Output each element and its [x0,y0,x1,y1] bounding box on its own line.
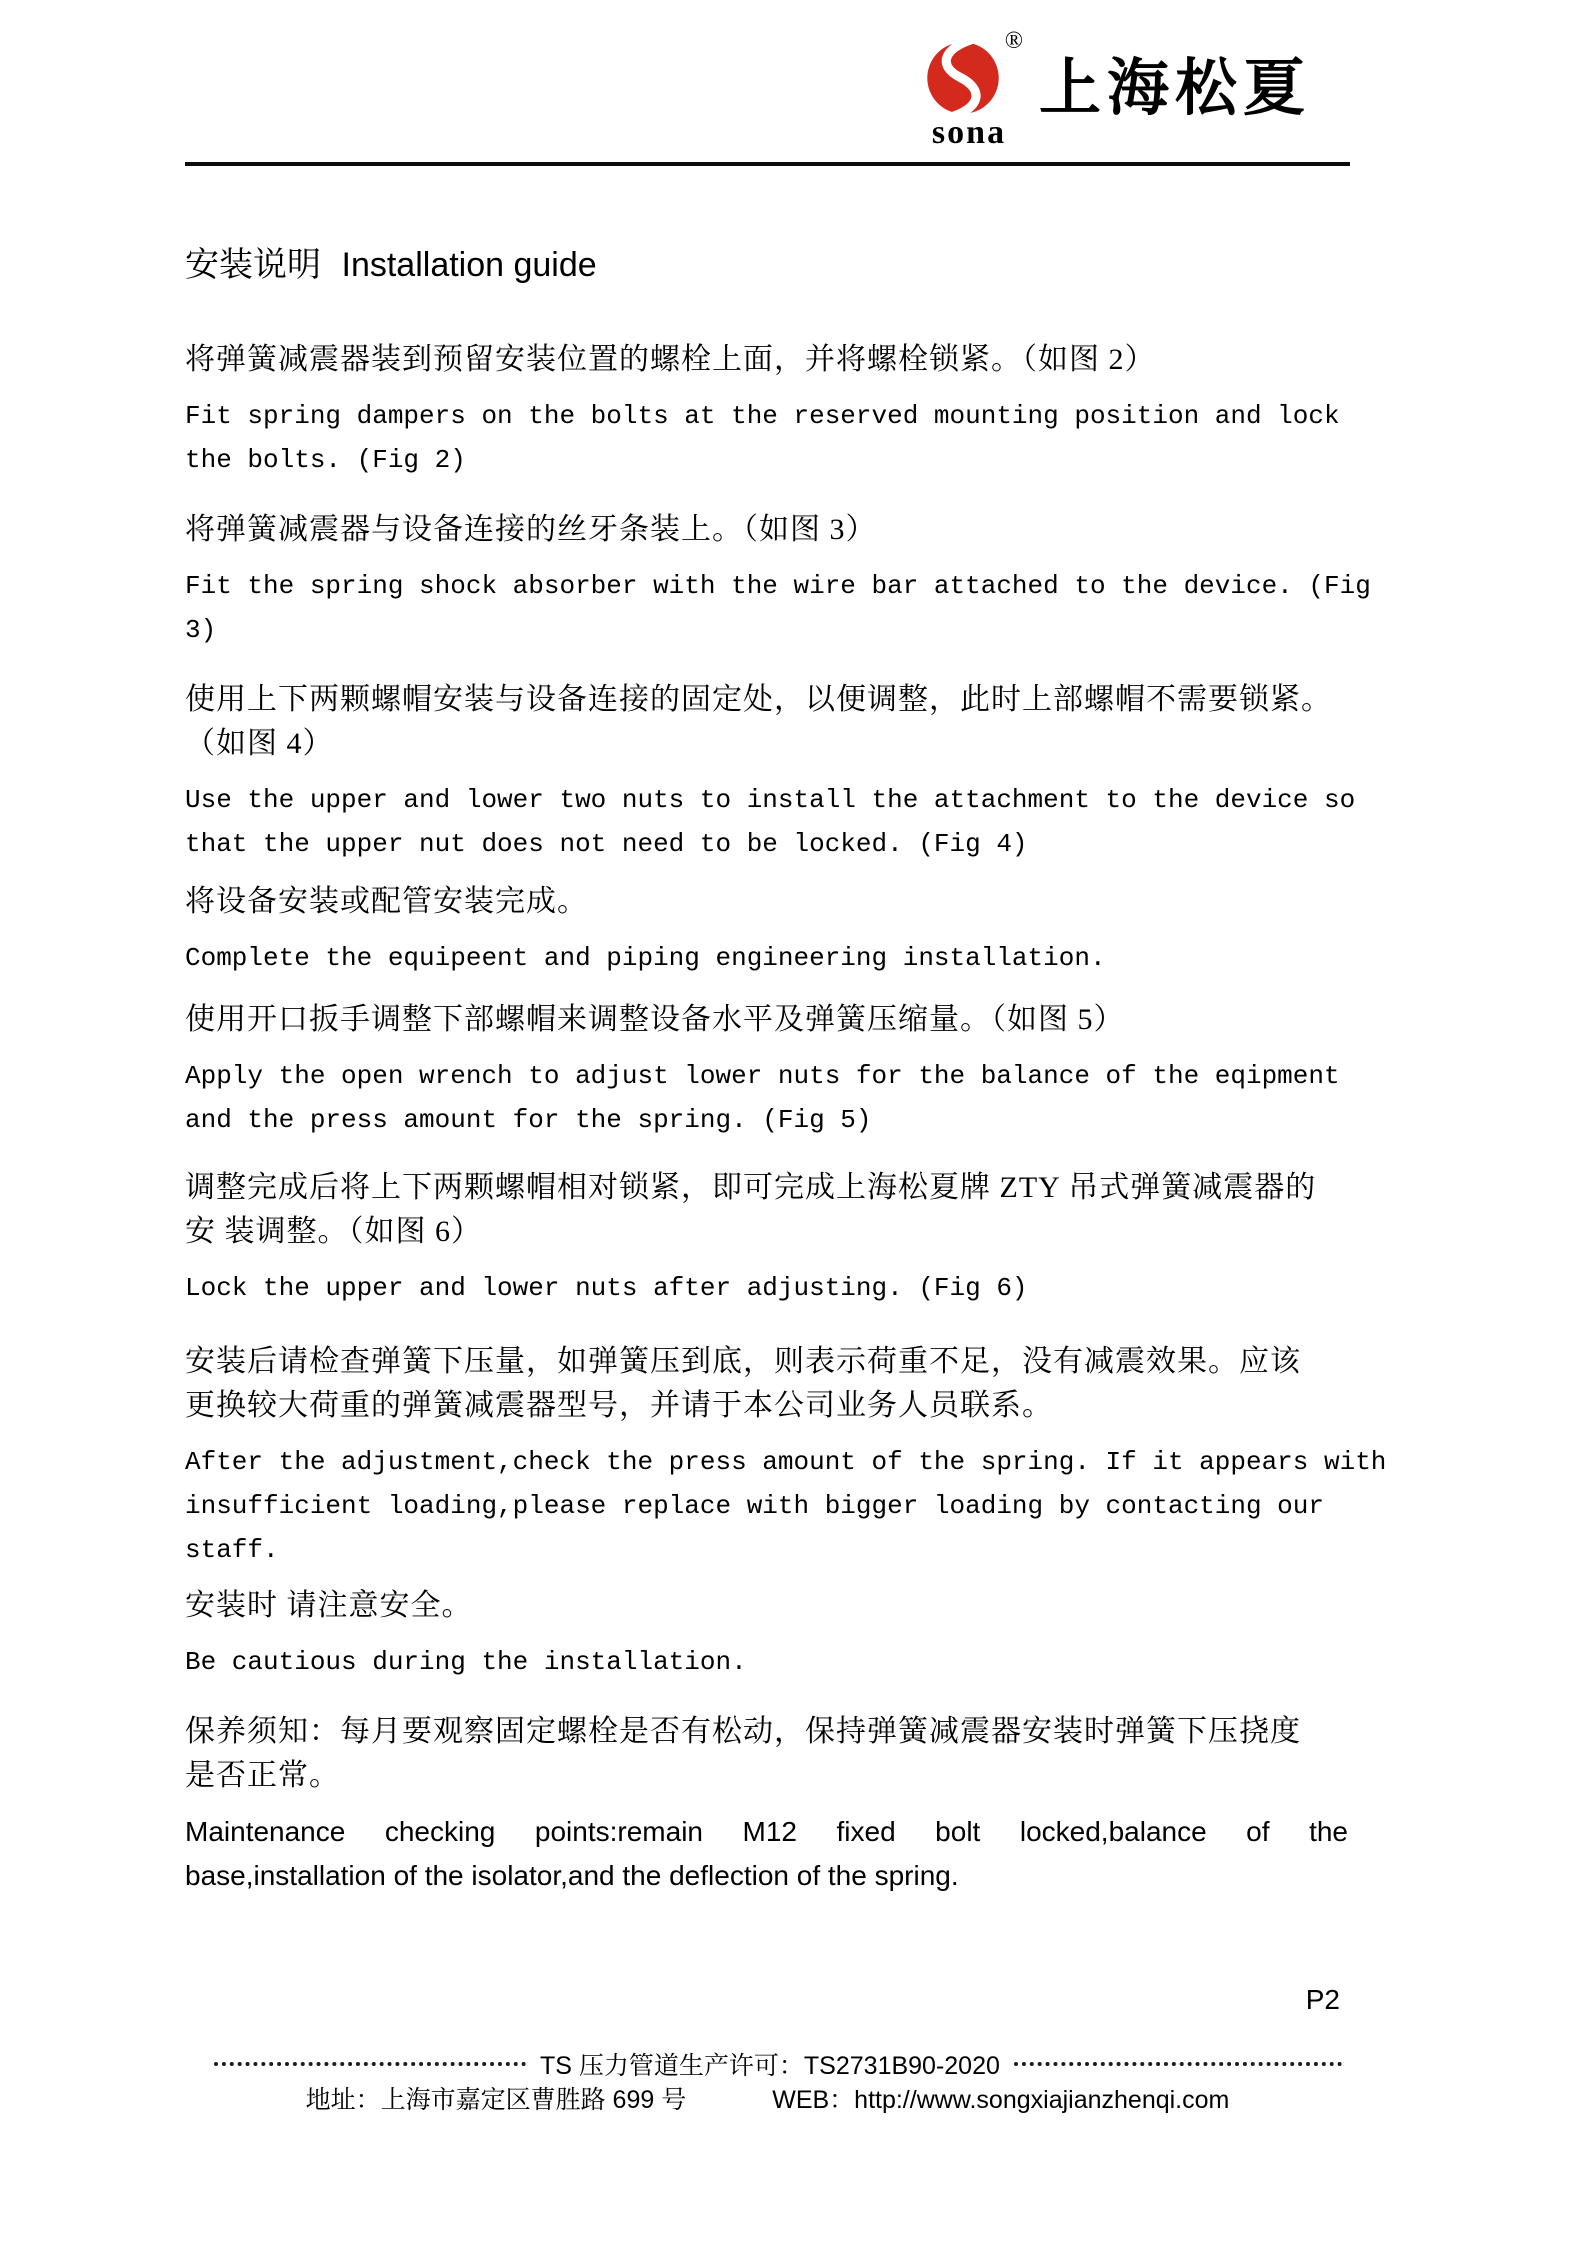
paragraph-en-line: Be cautious during the installation. [185,1647,747,1677]
page-title-en: Installation guide [341,246,597,284]
paragraph-cn-line: 使用上下两颗螺帽安装与设备连接的固定处，以便调整，此时上部螺帽不需要锁紧。 [185,683,1332,716]
footer-license-line [214,2046,1342,2082]
sona-logo-circle-icon [925,38,1001,118]
paragraph-en-line: staff. [185,1535,279,1565]
paragraph-cn-line: 保养须知：每月要观察固定螺栓是否有松动，保持弹簧减震器安装时弹簧下压挠度 [185,1715,1301,1748]
dotted-leader-left [214,2062,526,2066]
paragraph-en-line: Fit spring dampers on the bolts at the reserved mounting position and lock [185,401,1340,431]
paragraph [185,338,1348,482]
paragraph-en-line: Apply the open wrench to adjust lower nuts for the balance of the eqipment [185,1061,1340,1091]
paragraph-cn-line: 调整完成后将上下两颗螺帽相对锁紧，即可完成上海松夏牌 ZTY 吊式弹簧减震器的 [185,1171,1317,1204]
registered-trademark-icon: ® [1004,28,1023,54]
paragraph-en-line: Lock the upper and lower nuts after adjusting. (Fig 6) [185,1273,1028,1303]
paragraph-cn-line: 安装时 请注意安全。 [185,1589,473,1622]
license-number: TS2731B90-2020 [803,2052,1000,2080]
paragraph-cn-line: 将设备安装或配管安装完成。 [185,885,588,918]
header-divider [185,162,1350,166]
sona-wordmark: sona [931,114,1007,151]
paragraph [185,1710,1348,1898]
dotted-leader-right [1014,2062,1342,2066]
paragraph-cn-line: 安 装调整。（如图 6） [185,1215,482,1248]
paragraph [185,508,1371,652]
sona-logo-icon [925,28,1023,152]
license-label: TS 压力管道生产许可： [540,2052,804,2080]
paragraph-cn-line: 安装后请检查弹簧下压量，如弹簧压到底，则表示荷重不足，没有减震效果。应该 [185,1345,1301,1378]
paragraph-en-line: insufficient loading,please replace with bigger loading by contacting our [185,1491,1324,1521]
paragraph-en-line: and the press amount for the spring. (Fig 5) [185,1105,872,1135]
paragraph-cn-line: 更换较大荷重的弹簧减震器型号，并请于本公司业务人员联系。 [185,1389,1053,1422]
company-address: 地址：上海市嘉定区曹胜路 699 号 [305,2086,687,2114]
paragraph-en-line: the bolts. (Fig 2) [185,445,466,475]
page-title-cn: 安装说明 [185,247,321,284]
footer-address-line [185,2082,1350,2118]
paragraph-cn-line: （如图 4） [185,727,334,760]
paragraph [185,1584,1348,1684]
paragraph [185,998,1348,1142]
paragraph-en-line: base,installation of the isolator,and the deflection of the spring. [185,1860,959,1891]
paragraph-en-line: Maintenance checking points:remain M12 fixed bolt locked,balance of the [185,1816,1348,1847]
paragraph-en-line: 3) [185,615,217,645]
paragraph-en-line: that the upper nut does not need to be locked. (Fig 4) [185,829,1028,859]
company-name: 上海松夏 [1039,54,1312,123]
license-text [526,2046,1014,2082]
paragraph-en-line: Fit the spring shock absorber with the wire bar attached to the device. (Fig [185,571,1371,601]
paragraph-cn-line: 是否正常。 [185,1759,340,1792]
paragraph-en-line: Use the upper and lower two nuts to install the attachment to the device so [185,785,1356,815]
paragraph-cn-line: 将弹簧减震器与设备连接的丝牙条装上。（如图 3） [185,513,877,546]
page-title [185,240,597,291]
paragraph-en-line: Complete the equipeent and piping engineering installation. [185,943,1106,973]
paragraph [185,1166,1348,1310]
paragraph [185,880,1348,980]
paragraph-cn-line: 使用开口扳手调整下部螺帽来调整设备水平及弹簧压缩量。（如图 5） [185,1003,1125,1036]
paragraph-cn-line: 将弹簧减震器装到预留安装位置的螺栓上面，并将螺栓锁紧。（如图 2） [185,343,1156,376]
page-number: P2 [1305,1984,1340,2015]
paragraph-en-line: After the adjustment,check the press amount of the spring. If it appears with [185,1447,1387,1477]
paragraph [185,1340,1387,1572]
company-website: WEB：http://www.songxiajianzhenqi.com [772,2086,1230,2114]
header-logo [925,30,1311,152]
paragraph [185,678,1356,866]
